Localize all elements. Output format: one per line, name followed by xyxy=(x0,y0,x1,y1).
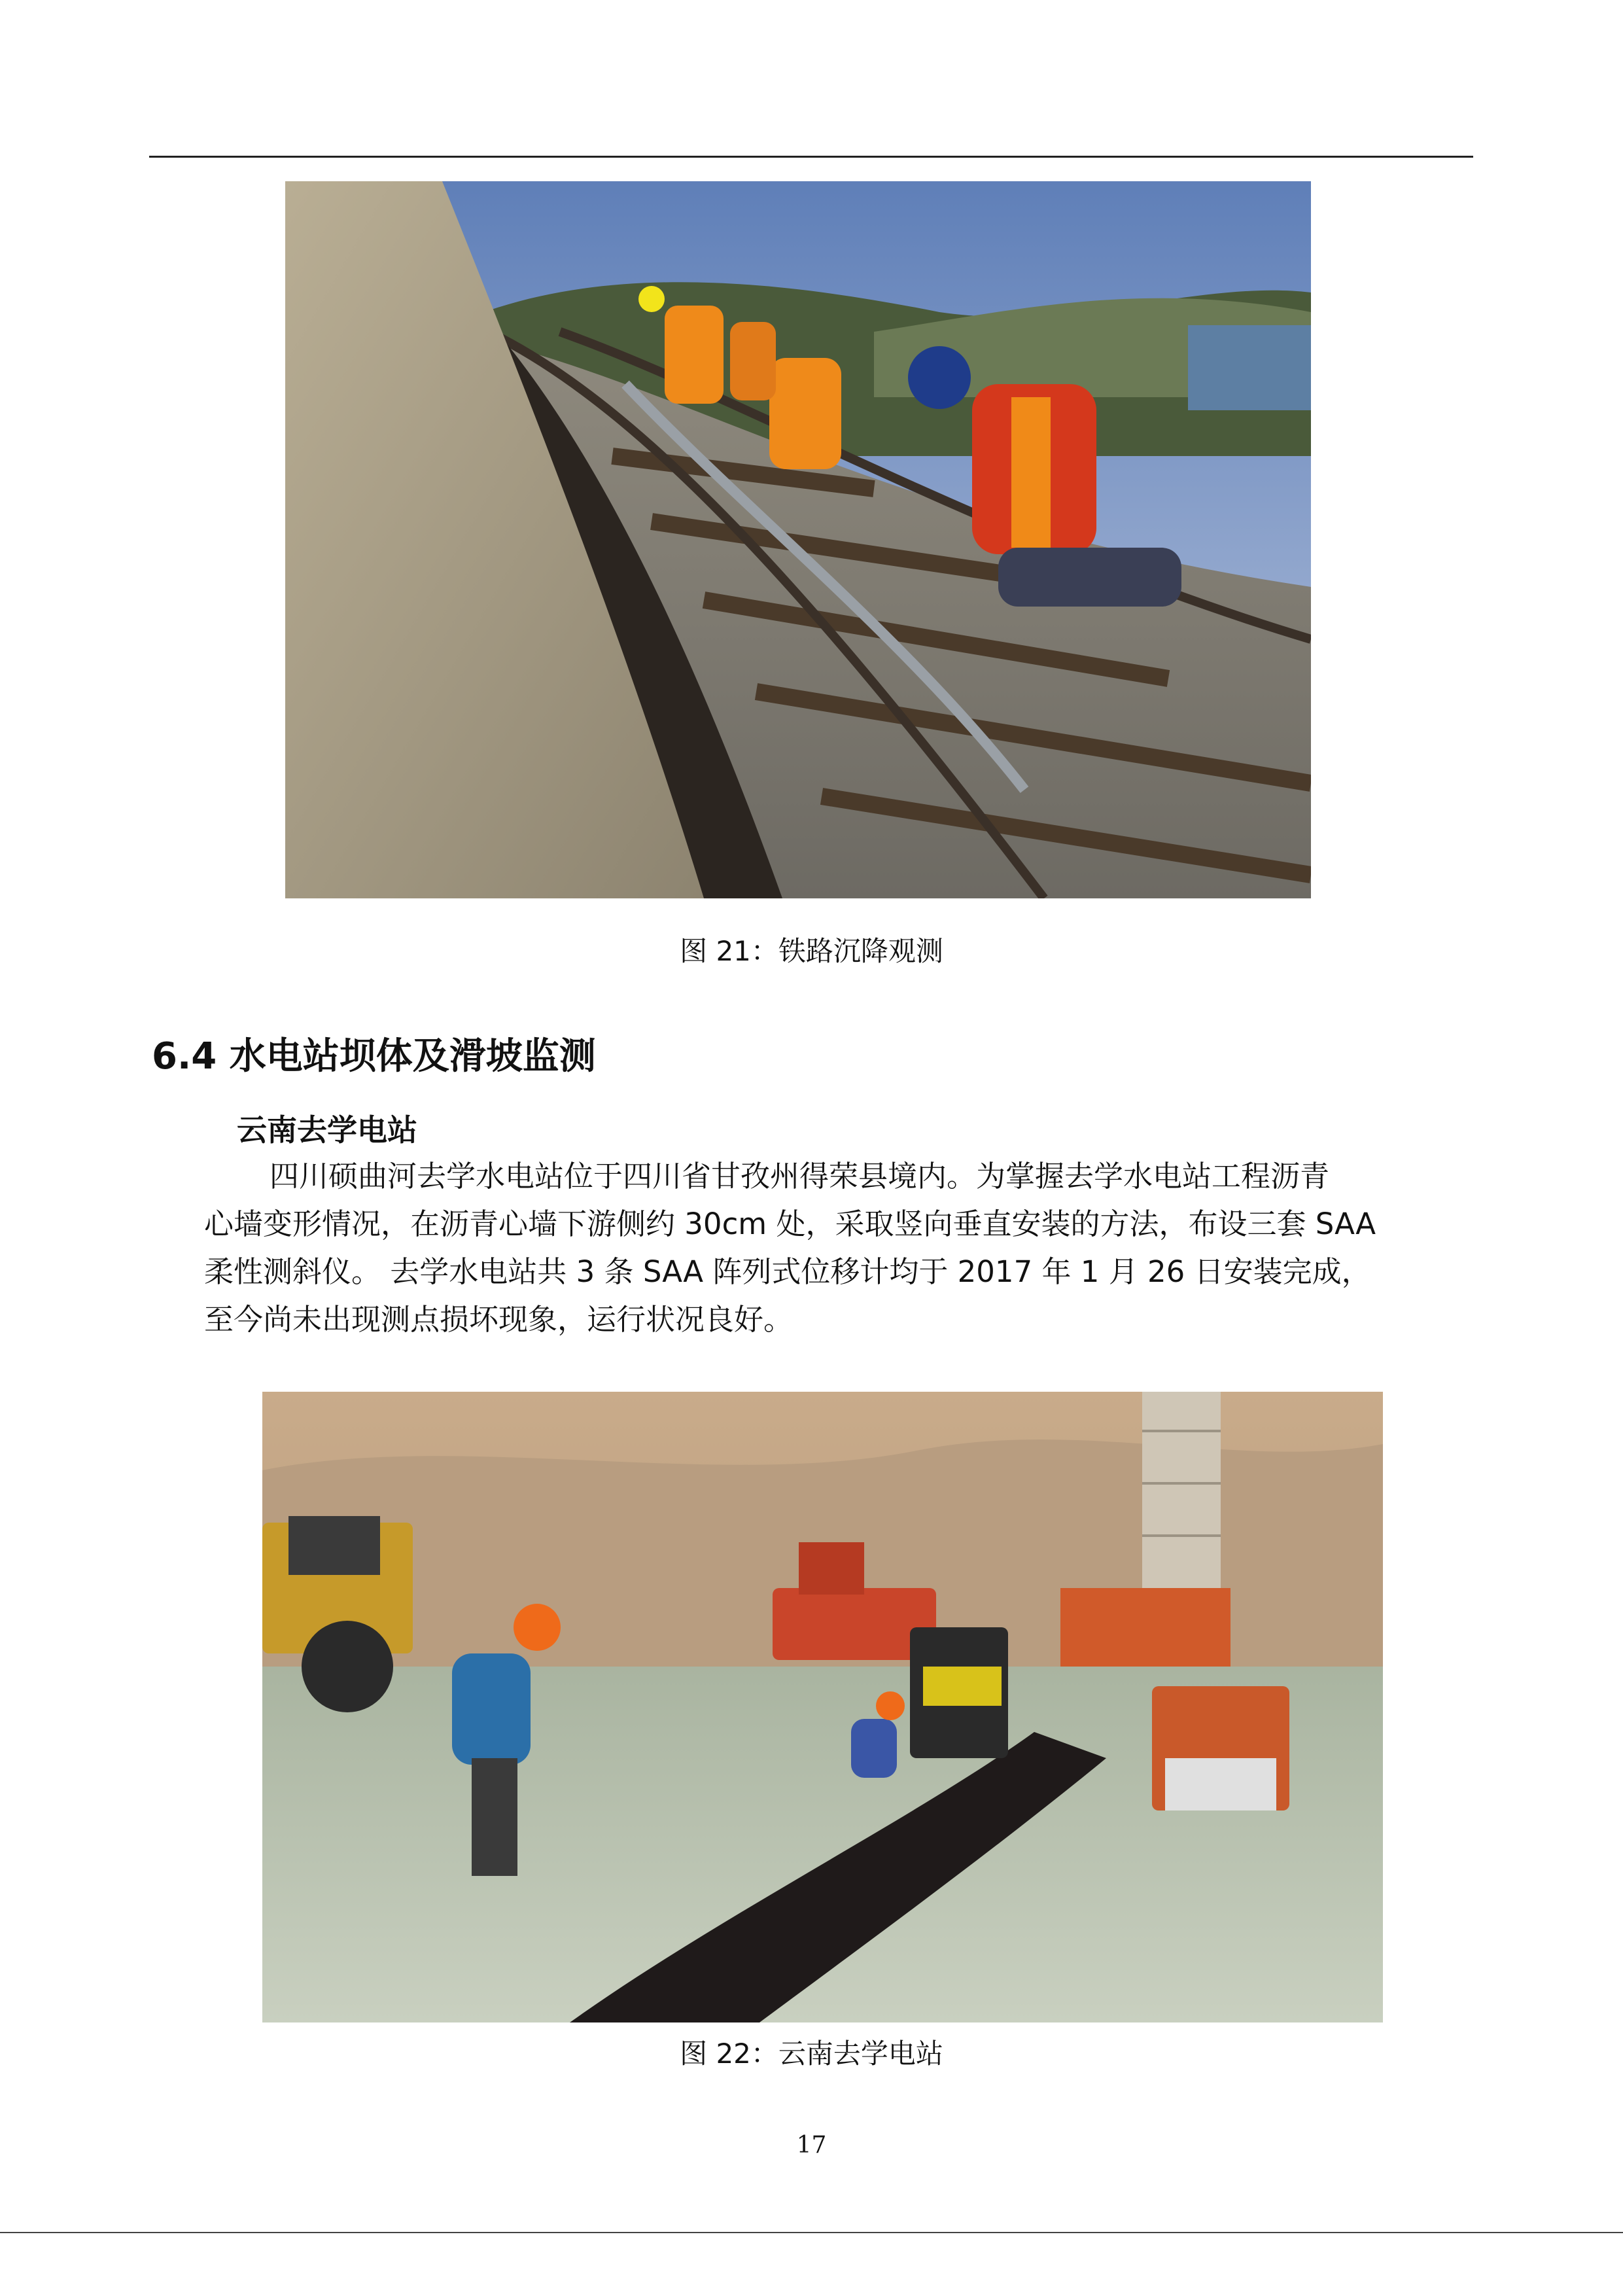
figure-21-caption: 图 21：铁路沉降观测 xyxy=(680,935,943,967)
subsection-heading: 云南去学电站 xyxy=(237,1112,417,1148)
figure-22-photo xyxy=(262,1392,1383,2022)
hydropower-site-illustration xyxy=(262,1392,1383,2022)
section-heading: 6.4 水电站坝体及滑坡监测 xyxy=(152,1035,596,1078)
page-number: 17 xyxy=(796,2132,827,2159)
paragraph-line-3: 柔性测斜仪。 去学水电站共 3 条 SAA 阵列式位移计均于 2017 年 1 月 26 日安装完成， xyxy=(204,1254,1371,1289)
paragraph-line-1: 四川硕曲河去学水电站位于四川省甘孜州得荣县境内。为掌握去学水电站工程沥青 xyxy=(270,1159,1330,1193)
paragraph-line-4: 至今尚未出现测点损坏现象，运行状况良好。 xyxy=(204,1302,794,1337)
header-rule xyxy=(149,156,1473,158)
figure-22-caption: 图 22：云南去学电站 xyxy=(680,2038,943,2070)
figure-21-photo xyxy=(285,181,1311,898)
railway-photo-illustration xyxy=(285,181,1311,898)
paragraph-line-2: 心墙变形情况，在沥青心墙下游侧约 30cm 处，采取竖向垂直安装的方法，布设三套 SAA xyxy=(204,1207,1376,1241)
footer-rule xyxy=(0,2232,1623,2233)
